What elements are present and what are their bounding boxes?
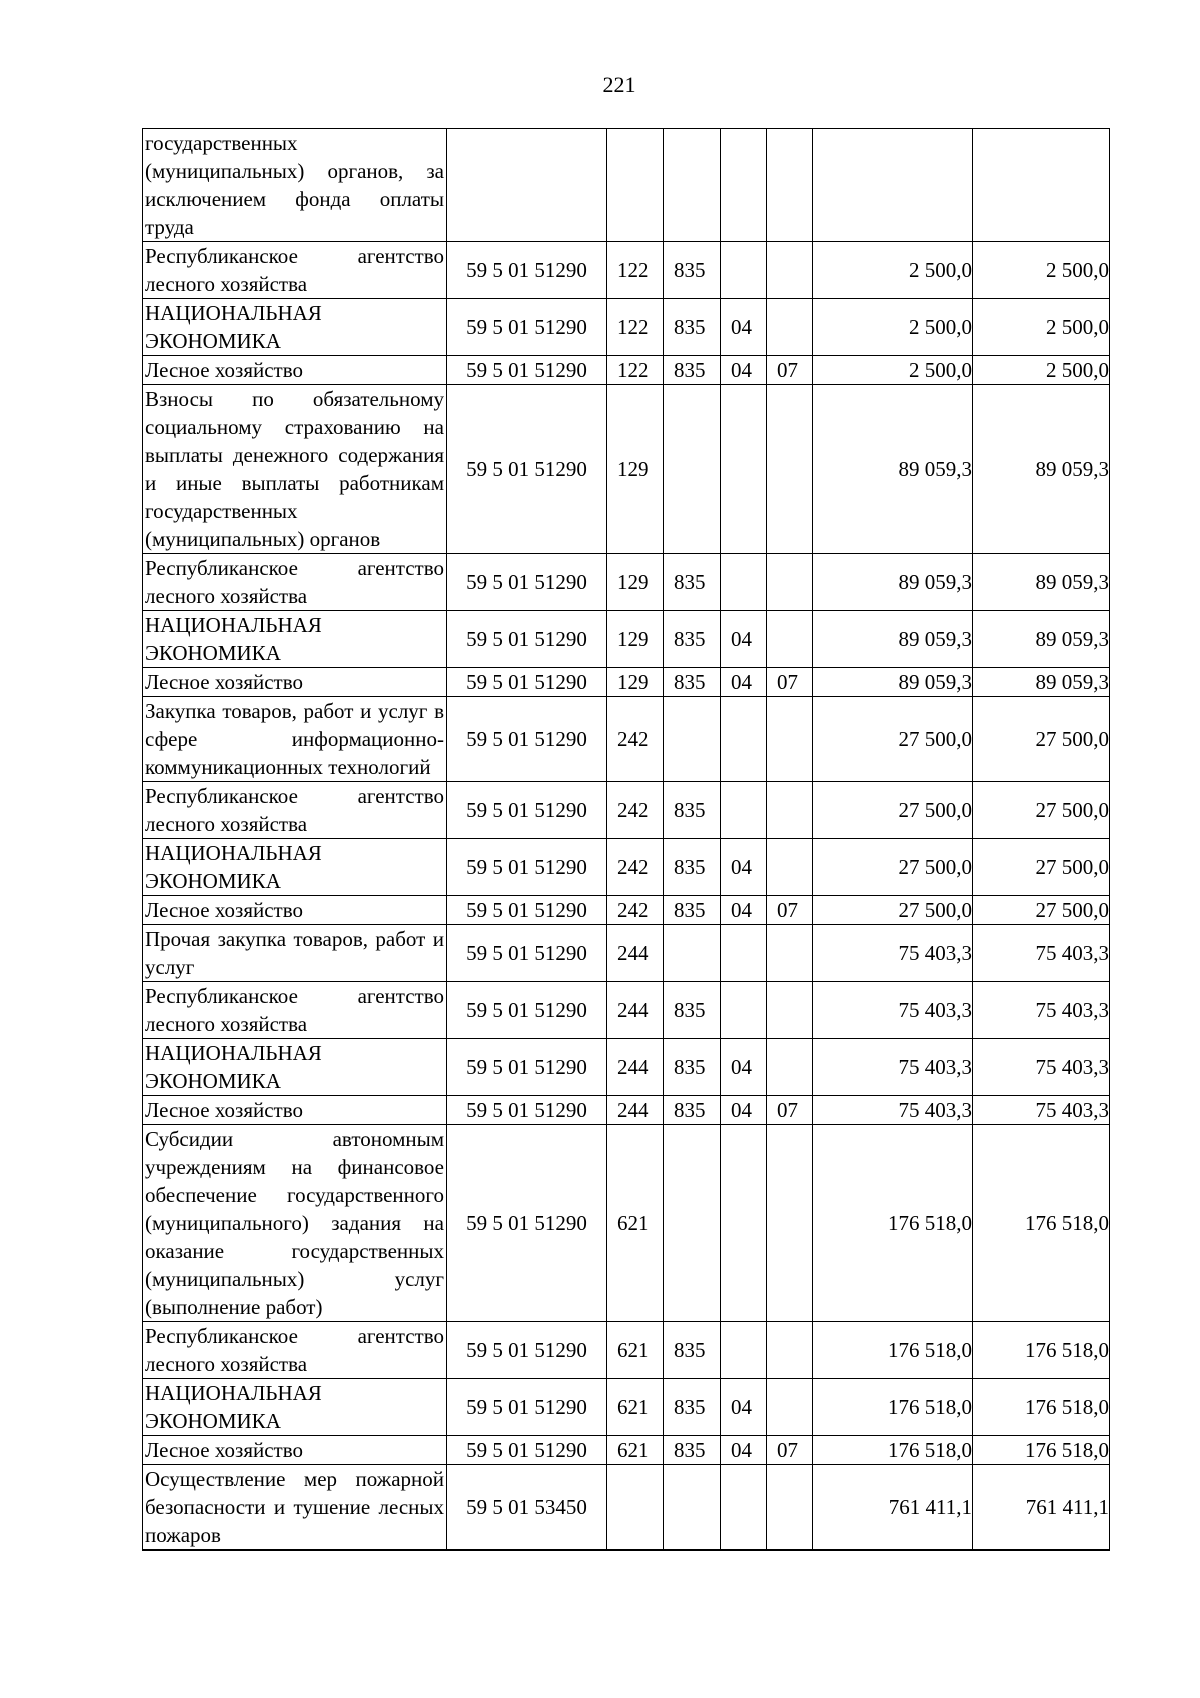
- amount-year2-cell: 75 403,3: [973, 982, 1110, 1039]
- table-row: [143, 356, 1110, 385]
- expense-type-cell: 242: [607, 839, 664, 896]
- expense-type-cell: 244: [607, 982, 664, 1039]
- subsection-cell: [767, 611, 813, 668]
- target-article-cell: 59 5 01 51290: [447, 1436, 607, 1465]
- target-article-cell: 59 5 01 51290: [447, 356, 607, 385]
- section-cell: 04: [721, 1436, 767, 1465]
- table-row: [143, 554, 1110, 611]
- budget-table-body: [143, 129, 1110, 1551]
- section-cell: [721, 782, 767, 839]
- target-article-cell: 59 5 01 51290: [447, 242, 607, 299]
- subsection-cell: 07: [767, 896, 813, 925]
- amount-year1-cell: 176 518,0: [813, 1322, 973, 1379]
- target-article-cell: 59 5 01 51290: [447, 1039, 607, 1096]
- table-row: [143, 1322, 1110, 1379]
- row-name-cell: Лесное хозяйство: [143, 1096, 447, 1125]
- ministry-code-cell: 835: [664, 1039, 721, 1096]
- ministry-code-cell: [664, 1465, 721, 1551]
- table-row: [143, 896, 1110, 925]
- expense-type-cell: 122: [607, 242, 664, 299]
- target-article-cell: 59 5 01 51290: [447, 385, 607, 554]
- table-row: [143, 1436, 1110, 1465]
- section-cell: 04: [721, 1379, 767, 1436]
- subsection-cell: 07: [767, 1436, 813, 1465]
- amount-year2-cell: 176 518,0: [973, 1322, 1110, 1379]
- expense-type-cell: [607, 129, 664, 242]
- ministry-code-cell: 835: [664, 839, 721, 896]
- amount-year1-cell: 89 059,3: [813, 385, 973, 554]
- ministry-code-cell: 835: [664, 896, 721, 925]
- ministry-code-cell: 835: [664, 982, 721, 1039]
- subsection-cell: [767, 782, 813, 839]
- subsection-cell: 07: [767, 668, 813, 697]
- subsection-cell: [767, 554, 813, 611]
- table-row: [143, 982, 1110, 1039]
- subsection-cell: [767, 1379, 813, 1436]
- expense-type-cell: 122: [607, 299, 664, 356]
- subsection-cell: [767, 129, 813, 242]
- section-cell: [721, 129, 767, 242]
- section-cell: [721, 242, 767, 299]
- subsection-cell: [767, 839, 813, 896]
- amount-year1-cell: 75 403,3: [813, 1096, 973, 1125]
- table-row: [143, 1039, 1110, 1096]
- amount-year1-cell: 2 500,0: [813, 299, 973, 356]
- ministry-code-cell: 835: [664, 1379, 721, 1436]
- subsection-cell: [767, 299, 813, 356]
- row-name-cell: Республиканское агентство лесного хозяйства: [143, 242, 447, 299]
- table-row: [143, 697, 1110, 782]
- ministry-code-cell: [664, 925, 721, 982]
- subsection-cell: 07: [767, 356, 813, 385]
- section-cell: [721, 1465, 767, 1551]
- amount-year1-cell: 89 059,3: [813, 668, 973, 697]
- target-article-cell: 59 5 01 51290: [447, 925, 607, 982]
- expense-type-cell: 621: [607, 1322, 664, 1379]
- amount-year1-cell: 27 500,0: [813, 896, 973, 925]
- expense-type-cell: 122: [607, 356, 664, 385]
- table-row: [143, 299, 1110, 356]
- table-row: [143, 1125, 1110, 1322]
- target-article-cell: 59 5 01 51290: [447, 299, 607, 356]
- target-article-cell: 59 5 01 51290: [447, 982, 607, 1039]
- amount-year1-cell: 176 518,0: [813, 1125, 973, 1322]
- amount-year1-cell: 761 411,1: [813, 1465, 973, 1551]
- section-cell: [721, 1322, 767, 1379]
- ministry-code-cell: 835: [664, 668, 721, 697]
- expense-type-cell: 129: [607, 385, 664, 554]
- amount-year2-cell: 75 403,3: [973, 925, 1110, 982]
- page-number: 221: [602, 72, 636, 97]
- table-row: [143, 839, 1110, 896]
- subsection-cell: [767, 1465, 813, 1551]
- amount-year2-cell: [973, 129, 1110, 242]
- target-article-cell: [447, 129, 607, 242]
- target-article-cell: 59 5 01 51290: [447, 611, 607, 668]
- row-name-cell: НАЦИОНАЛЬНАЯ ЭКОНОМИКА: [143, 611, 447, 668]
- section-cell: [721, 982, 767, 1039]
- expense-type-cell: 129: [607, 611, 664, 668]
- amount-year2-cell: 2 500,0: [973, 299, 1110, 356]
- table-row: [143, 1096, 1110, 1125]
- amount-year2-cell: 27 500,0: [973, 896, 1110, 925]
- row-name-cell: НАЦИОНАЛЬНАЯ ЭКОНОМИКА: [143, 839, 447, 896]
- section-cell: [721, 697, 767, 782]
- amount-year1-cell: 89 059,3: [813, 554, 973, 611]
- section-cell: 04: [721, 1039, 767, 1096]
- amount-year2-cell: 89 059,3: [973, 554, 1110, 611]
- subsection-cell: [767, 925, 813, 982]
- row-name-cell: Субсидии автономным учреждениям на финансовое обеспечение государственного (муниципального) задания на оказание государственных (муниципальных) услуг (выполнение работ): [143, 1125, 447, 1322]
- section-cell: 04: [721, 356, 767, 385]
- amount-year1-cell: 27 500,0: [813, 697, 973, 782]
- amount-year2-cell: 27 500,0: [973, 697, 1110, 782]
- section-cell: [721, 385, 767, 554]
- target-article-cell: 59 5 01 51290: [447, 782, 607, 839]
- row-name-cell: Лесное хозяйство: [143, 896, 447, 925]
- expense-type-cell: 129: [607, 554, 664, 611]
- ministry-code-cell: [664, 697, 721, 782]
- expense-type-cell: 621: [607, 1379, 664, 1436]
- row-name-cell: Лесное хозяйство: [143, 356, 447, 385]
- amount-year1-cell: 2 500,0: [813, 356, 973, 385]
- ministry-code-cell: 835: [664, 299, 721, 356]
- amount-year1-cell: 176 518,0: [813, 1436, 973, 1465]
- amount-year1-cell: [813, 129, 973, 242]
- section-cell: 04: [721, 896, 767, 925]
- row-name-cell: Лесное хозяйство: [143, 668, 447, 697]
- expense-type-cell: 129: [607, 668, 664, 697]
- subsection-cell: [767, 697, 813, 782]
- row-name-cell: Республиканское агентство лесного хозяйства: [143, 982, 447, 1039]
- amount-year1-cell: 27 500,0: [813, 839, 973, 896]
- ministry-code-cell: 835: [664, 1436, 721, 1465]
- expense-type-cell: 621: [607, 1125, 664, 1322]
- target-article-cell: 59 5 01 51290: [447, 1379, 607, 1436]
- target-article-cell: 59 5 01 51290: [447, 554, 607, 611]
- amount-year2-cell: 27 500,0: [973, 782, 1110, 839]
- amount-year2-cell: 761 411,1: [973, 1465, 1110, 1551]
- subsection-cell: [767, 385, 813, 554]
- amount-year2-cell: 27 500,0: [973, 839, 1110, 896]
- table-row: [143, 668, 1110, 697]
- section-cell: [721, 1125, 767, 1322]
- target-article-cell: 59 5 01 51290: [447, 1322, 607, 1379]
- amount-year1-cell: 75 403,3: [813, 925, 973, 982]
- amount-year1-cell: 2 500,0: [813, 242, 973, 299]
- section-cell: 04: [721, 299, 767, 356]
- amount-year2-cell: 176 518,0: [973, 1379, 1110, 1436]
- target-article-cell: 59 5 01 51290: [447, 697, 607, 782]
- row-name-cell: Республиканское агентство лесного хозяйства: [143, 782, 447, 839]
- table-row: [143, 611, 1110, 668]
- table-row: [143, 385, 1110, 554]
- amount-year2-cell: 89 059,3: [973, 385, 1110, 554]
- amount-year2-cell: 75 403,3: [973, 1039, 1110, 1096]
- table-row: [143, 242, 1110, 299]
- ministry-code-cell: 835: [664, 242, 721, 299]
- ministry-code-cell: 835: [664, 356, 721, 385]
- ministry-code-cell: [664, 385, 721, 554]
- section-cell: 04: [721, 668, 767, 697]
- ministry-code-cell: 835: [664, 554, 721, 611]
- subsection-cell: 07: [767, 1096, 813, 1125]
- target-article-cell: 59 5 01 51290: [447, 1125, 607, 1322]
- table-row: [143, 1379, 1110, 1436]
- row-name-cell: Взносы по обязательному социальному страхованию на выплаты денежного содержания и иные выплаты работникам государственных (муниципальных) органов: [143, 385, 447, 554]
- ministry-code-cell: 835: [664, 782, 721, 839]
- ministry-code-cell: [664, 129, 721, 242]
- amount-year2-cell: 89 059,3: [973, 668, 1110, 697]
- amount-year1-cell: 176 518,0: [813, 1379, 973, 1436]
- row-name-cell: Лесное хозяйство: [143, 1436, 447, 1465]
- expense-type-cell: 242: [607, 782, 664, 839]
- row-name-cell: государственных (муниципальных) органов, за исключением фонда оплаты труда: [143, 129, 447, 242]
- amount-year1-cell: 27 500,0: [813, 782, 973, 839]
- subsection-cell: [767, 1039, 813, 1096]
- target-article-cell: 59 5 01 53450: [447, 1465, 607, 1551]
- amount-year2-cell: 2 500,0: [973, 242, 1110, 299]
- row-name-cell: НАЦИОНАЛЬНАЯ ЭКОНОМИКА: [143, 299, 447, 356]
- table-row: [143, 1465, 1110, 1551]
- expense-type-cell: 244: [607, 1096, 664, 1125]
- ministry-code-cell: 835: [664, 1322, 721, 1379]
- target-article-cell: 59 5 01 51290: [447, 1096, 607, 1125]
- row-name-cell: Закупка товаров, работ и услуг в сфере информационно-коммуникационных технологий: [143, 697, 447, 782]
- table-row: [143, 782, 1110, 839]
- section-cell: [721, 554, 767, 611]
- row-name-cell: Прочая закупка товаров, работ и услуг: [143, 925, 447, 982]
- row-name-cell: Республиканское агентство лесного хозяйства: [143, 1322, 447, 1379]
- amount-year2-cell: 2 500,0: [973, 356, 1110, 385]
- budget-table: [142, 128, 1110, 1551]
- table-row: [143, 129, 1110, 242]
- expense-type-cell: [607, 1465, 664, 1551]
- amount-year2-cell: 89 059,3: [973, 611, 1110, 668]
- amount-year2-cell: 176 518,0: [973, 1436, 1110, 1465]
- section-cell: [721, 925, 767, 982]
- section-cell: 04: [721, 611, 767, 668]
- expense-type-cell: 244: [607, 1039, 664, 1096]
- row-name-cell: НАЦИОНАЛЬНАЯ ЭКОНОМИКА: [143, 1039, 447, 1096]
- section-cell: 04: [721, 1096, 767, 1125]
- expense-type-cell: 621: [607, 1436, 664, 1465]
- amount-year1-cell: 75 403,3: [813, 982, 973, 1039]
- ministry-code-cell: 835: [664, 1096, 721, 1125]
- table-row: [143, 925, 1110, 982]
- subsection-cell: [767, 1125, 813, 1322]
- expense-type-cell: 242: [607, 697, 664, 782]
- row-name-cell: Республиканское агентство лесного хозяйства: [143, 554, 447, 611]
- amount-year1-cell: 75 403,3: [813, 1039, 973, 1096]
- row-name-cell: Осуществление мер пожарной безопасности и тушение лесных пожаров: [143, 1465, 447, 1551]
- target-article-cell: 59 5 01 51290: [447, 896, 607, 925]
- ministry-code-cell: [664, 1125, 721, 1322]
- section-cell: 04: [721, 839, 767, 896]
- amount-year2-cell: 176 518,0: [973, 1125, 1110, 1322]
- target-article-cell: 59 5 01 51290: [447, 668, 607, 697]
- ministry-code-cell: 835: [664, 611, 721, 668]
- expense-type-cell: 244: [607, 925, 664, 982]
- target-article-cell: 59 5 01 51290: [447, 839, 607, 896]
- expense-type-cell: 242: [607, 896, 664, 925]
- subsection-cell: [767, 1322, 813, 1379]
- amount-year2-cell: 75 403,3: [973, 1096, 1110, 1125]
- row-name-cell: НАЦИОНАЛЬНАЯ ЭКОНОМИКА: [143, 1379, 447, 1436]
- amount-year1-cell: 89 059,3: [813, 611, 973, 668]
- subsection-cell: [767, 242, 813, 299]
- subsection-cell: [767, 982, 813, 1039]
